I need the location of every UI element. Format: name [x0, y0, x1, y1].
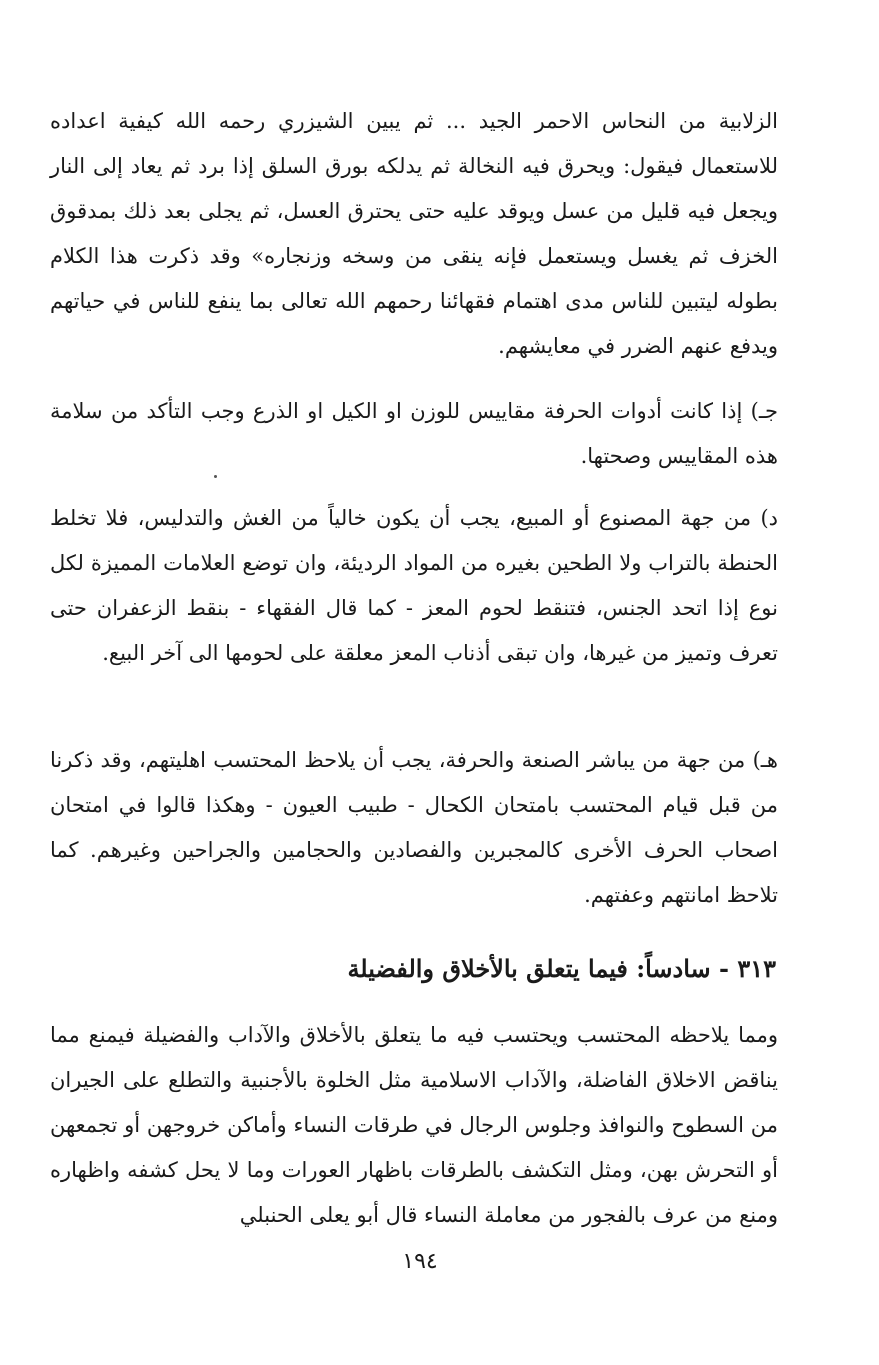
paragraph-manufactured-goods: د) من جهة المصنوع أو المبيع، يجب أن يكون خالياً من الغش والتدليس، فلا تخلط الحنطة بالتراب ولا الطحين بغيره من المواد الرديئة، وان توضع العلامات المميزة لكل نوع إذا اتحد الجنس، فتنقط لحوم المعز - كما قال الفقهاء - بنقط الزعفران حتى تعرف وتميز من غيرها، وان تبقى أذناب المعز معلقة على لحومها الى آخر البيع.: [50, 506, 778, 665]
paragraph-morals-virtue: ومما يلاحظه المحتسب ويحتسب فيه ما يتعلق بالأخلاق والآداب والفضيلة فيمنع مما يناقض الاخلاق الفاضلة، والآداب الاسلامية مثل الخلوة بالأجنبية والتطلع على الجيران من السطوح والنوافذ وجلوس الرجال في طرقات النساء وأماكن خروجهن أو تجمعهن أو التحرش بهن، ومثل التكشف بالطرقات باظهار العورات وما لا يحل كشفه واظهاره ومنع من عرف بالفجور من معاملة النساء قال أبو يعلى الحنبلي: [50, 1023, 778, 1227]
paragraph-measuring-tools: جـ) إذا كانت أدوات الحرفة مقاييس للوزن او الكيل او الذرع وجب التأكد من سلامة هذه المقاييس وصحتها.: [50, 399, 778, 468]
scan-speck: [214, 475, 217, 478]
section-heading: ٣١٣ - سادساً: فيما يتعلق بالأخلاق والفضيلة: [347, 954, 776, 983]
paragraph-craftsmen-competence: هـ) من جهة من يباشر الصنعة والحرفة، يجب أن يلاحظ المحتسب اهليتهم، وقد ذكرنا من قبل قيام المحتسب بامتحان الكحال - طبيب العيون - وهكذا قالوا في امتحان اصحاب الحرف الأخرى كالمجبرين والفصادين والحجامين والجراحين وغيرهم. كما تلاحظ امانتهم وعفتهم.: [50, 748, 778, 907]
page-number: ١٩٤: [402, 1249, 438, 1274]
paragraph-copper-cleaning: الزلابية من النحاس الاحمر الجيد ... ثم يبين الشيزري رحمه الله كيفية اعداده للاستعمال فيقول: ويحرق فيه النخالة ثم يدلكه بورق السلق إذا برد ثم يعاد إلى النار ويجعل فيه قليل من عسل ويوقد عليه حتى يحترق العسل، ثم يجلى بعد ذلك بمدقوق الخزف ثم يغسل ويستعمل فإنه ينقى من وسخه وزنجاره» وقد ذكرت هذا الكلام بطوله ليتبين للناس مدى اهتمام فقهائنا رحمهم الله تعالى بما ينفع للناس في حياتهم ويدفع عنهم الضرر في معايشهم.: [50, 109, 778, 358]
